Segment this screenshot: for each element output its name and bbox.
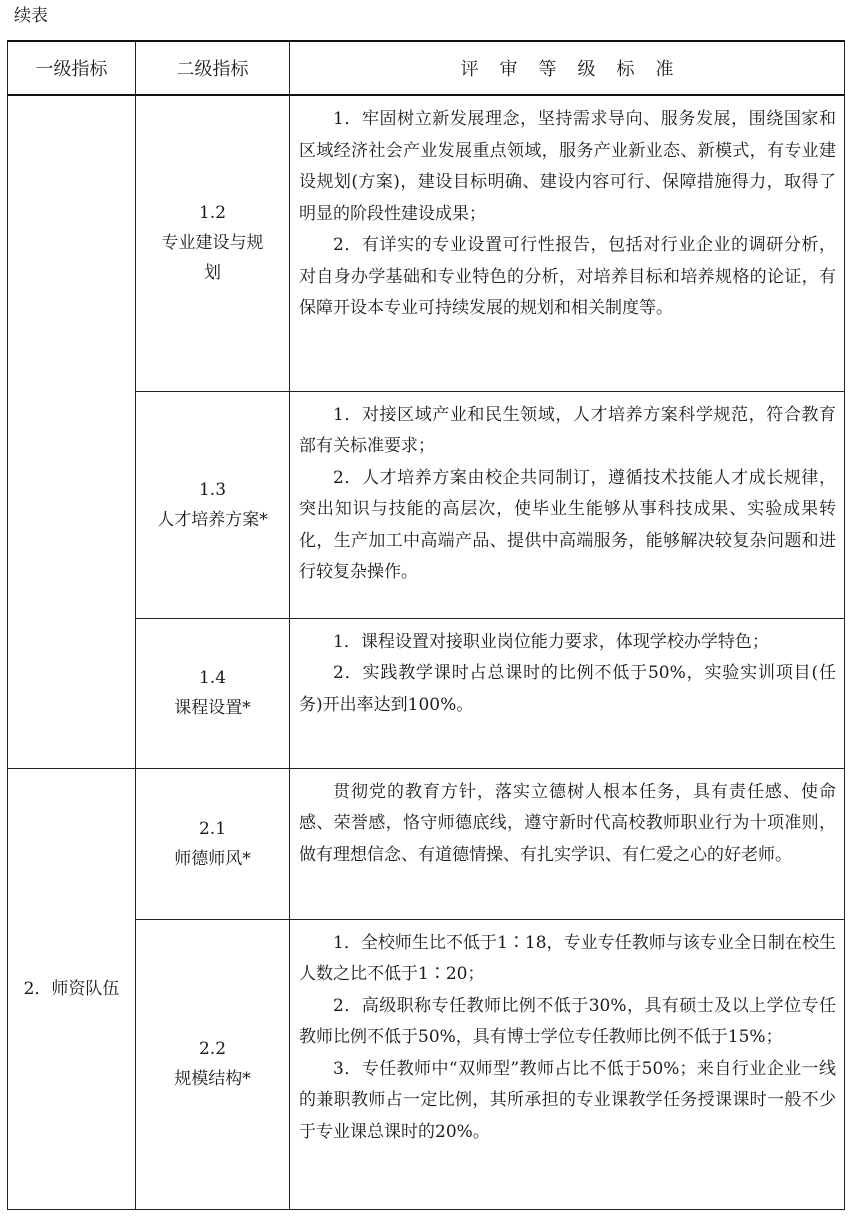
standard-paragraph: 2．有详实的专业设置可行性报告，包括对行业企业的调研分析，对自身办学基础和专业特色的分析，对培养目标和培养规格的论证，有保障开设本专业可持续发展的规划和相关制度等。 [299,235,836,318]
indicator-name: 人才培养方案* [157,509,268,530]
table-header-row [8,41,845,95]
standard-paragraph: 1．牢固树立新发展理念，坚持需求导向、服务发展，围绕国家和区域经济社会产业发展重点领域，服务产业新业态、新模式，有专业建设规划(方案)，建设目标明确、建设内容可行、保障措施得力，取得了明显的阶段性建设成果； [299,109,836,224]
standard-cell [290,618,845,768]
evaluation-table [7,40,845,1210]
indicator-number: 2.2 [198,1039,227,1059]
indicator-name: 师德师风* [174,848,251,869]
standard-cell [290,919,845,1209]
table-caption: 续表 [14,6,48,26]
indicator-number: 1.4 [198,668,227,688]
level2-cell [136,768,290,919]
table-row [8,95,845,391]
standard-paragraph: 贯彻党的教育方针，落实立德树人根本任务，具有责任感、使命感、荣誉感，恪守师德底线，遵守新时代高校教师职业行为十项准则，做有理想信念、有道德情操、有扎实学识、有仁爱之心的好老师。 [299,781,836,865]
indicator-number: 2.1 [198,818,227,839]
standard-paragraph: 2．实践教学课时占总课时的比例不低于50%，实验实训项目(任务)开出率达到100%。 [299,663,836,715]
indicator-number: 1.2 [198,203,227,224]
level2-cell [136,919,290,1209]
standard-cell [290,95,845,391]
level2-cell [136,618,290,768]
header-standard: 评审等级标准 [290,41,845,95]
level1-cell-continued [8,95,136,768]
standard-paragraph: 1．全校师生比不低于1∶18，专业专任教师与该专业全日制在校生人数之比不低于1∶20； [299,932,836,984]
standard-paragraph: 3．专任教师中“双师型”教师占比不低于50%；来自行业企业一线的兼职教师占一定比例，其所承担的专业课教学任务授课课时一般不少于专业课总课时的20%。 [299,1058,836,1142]
level2-cell [136,95,290,391]
indicator-number: 1.3 [198,479,227,500]
standard-paragraph: 1．对接区域产业和民生领域，人才培养方案科学规范，符合教育部有关标准要求； [299,404,836,456]
standard-paragraph: 2．人才培养方案由校企共同制订，遵循技术技能人才成长规律，突出知识与技能的高层次，使毕业生能够从事科技成果、实验成果转化，生产加工中高端产品、提供中高端服务，能够解决较复杂问题和进行较复杂操作。 [299,467,836,582]
standard-cell [290,391,845,618]
indicator-name: 专业建设与规划 [161,233,264,284]
standard-cell [290,768,845,919]
header-level1: 一级指标 [8,41,136,95]
indicator-name: 规模结构* [174,1069,251,1089]
indicator-name: 课程设置* [174,698,251,718]
level1-cell: 2．师资队伍 [8,768,136,1209]
level2-cell [136,391,290,618]
standard-paragraph: 2．高级职称专任教师比例不低于30%，具有硕士及以上学位专任教师比例不低于50%，具有博士学位专任教师比例不低于15%； [299,995,836,1047]
standard-paragraph: 1．课程设置对接职业岗位能力要求，体现学校办学特色； [333,631,769,652]
table-row [8,768,845,919]
header-level2: 二级指标 [136,41,290,95]
